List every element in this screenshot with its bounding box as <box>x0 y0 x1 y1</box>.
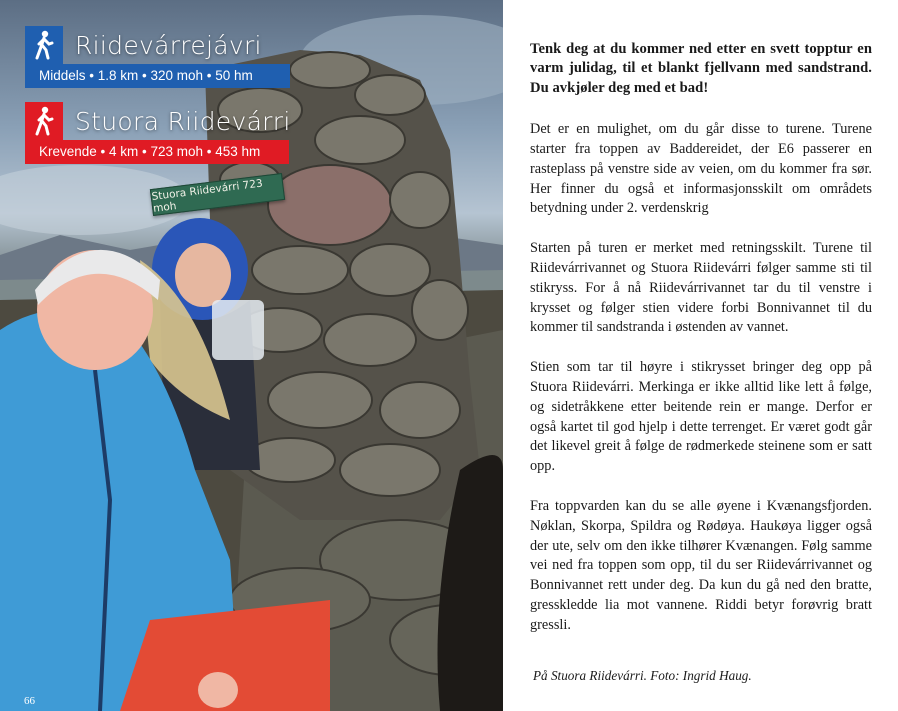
page-number: 66 <box>24 695 35 707</box>
hiker-icon <box>25 102 63 140</box>
route-info: Krevende • 4 km • 723 moh • 453 hm <box>25 140 289 164</box>
article-paragraph: Starten på turen er merket med retningsskilt. Turene til Riidevárrivannet og Stuora Riidevárri følger samme sti til stikryss. For å nå Riidevárrivannet tar du til venstre i krysset og følger stien videre forbi Bonnivannet til du kommer til sandstranda i østenden av vannet. <box>530 240 872 336</box>
route-name: Riidevárrejávri <box>75 30 262 60</box>
article-paragraph: Stien som tar til høyre i stikrysset bringer deg opp på Stuora Riidevárri. Merkinga er ikke alltid like lett å følge, og sidetråkkene etter beitende rein er mange. Derfor er også kartet til god hjelp i dette terrenget. Er været godt går det likevel greit å følge de rødmerkede steinene som er satt opp. <box>530 359 872 475</box>
photo-caption: På Stuora Riidevárri. Foto: Ingrid Haug. <box>533 668 752 683</box>
summit-sign: Stuora Riidevárri 723 moh <box>150 173 285 216</box>
article-paragraph: Fra toppvarden kan du se alle øyene i Kvænangsfjorden. Nøklan, Skorpa, Spildra og Rødøya. Haukøya ligger også der ute, selv om den ikke tilhører Kvænangen. Følg samme vei ned fra toppen som opp, til du ser Riidevárrivannet og Bonnivannet rett under deg. Da kun du gå ned den bratte, gresskledde lia mot vannene. Riddi betyr forøvrig bratt gressli. <box>530 497 872 633</box>
text-page <box>503 0 898 711</box>
article-paragraph: Det er en mulighet, om du går disse to turene. Turene starter fra toppen av Baddereidet, der E6 passerer en rasteplass på venstre side av veien, om du kommer fra sør. Her finner du også et informasjonsskilt om områdets betydning under 2. verdenskrig <box>530 121 872 217</box>
article-body <box>530 40 872 656</box>
article-lead: Tenk deg at du kommer ned etter en svett topptur en varm julidag, til et blankt fjellvann med sandstrand. Du avkjøler deg med et bad! <box>530 41 872 96</box>
route-name: Stuora Riidevárri <box>75 106 291 136</box>
route-info: Middels • 1.8 km • 320 moh • 50 hm <box>25 64 290 88</box>
route-badge-riidevarrejavri <box>25 26 290 88</box>
route-badge-stuora-riidevarri <box>25 102 291 164</box>
hiker-icon <box>25 26 63 64</box>
